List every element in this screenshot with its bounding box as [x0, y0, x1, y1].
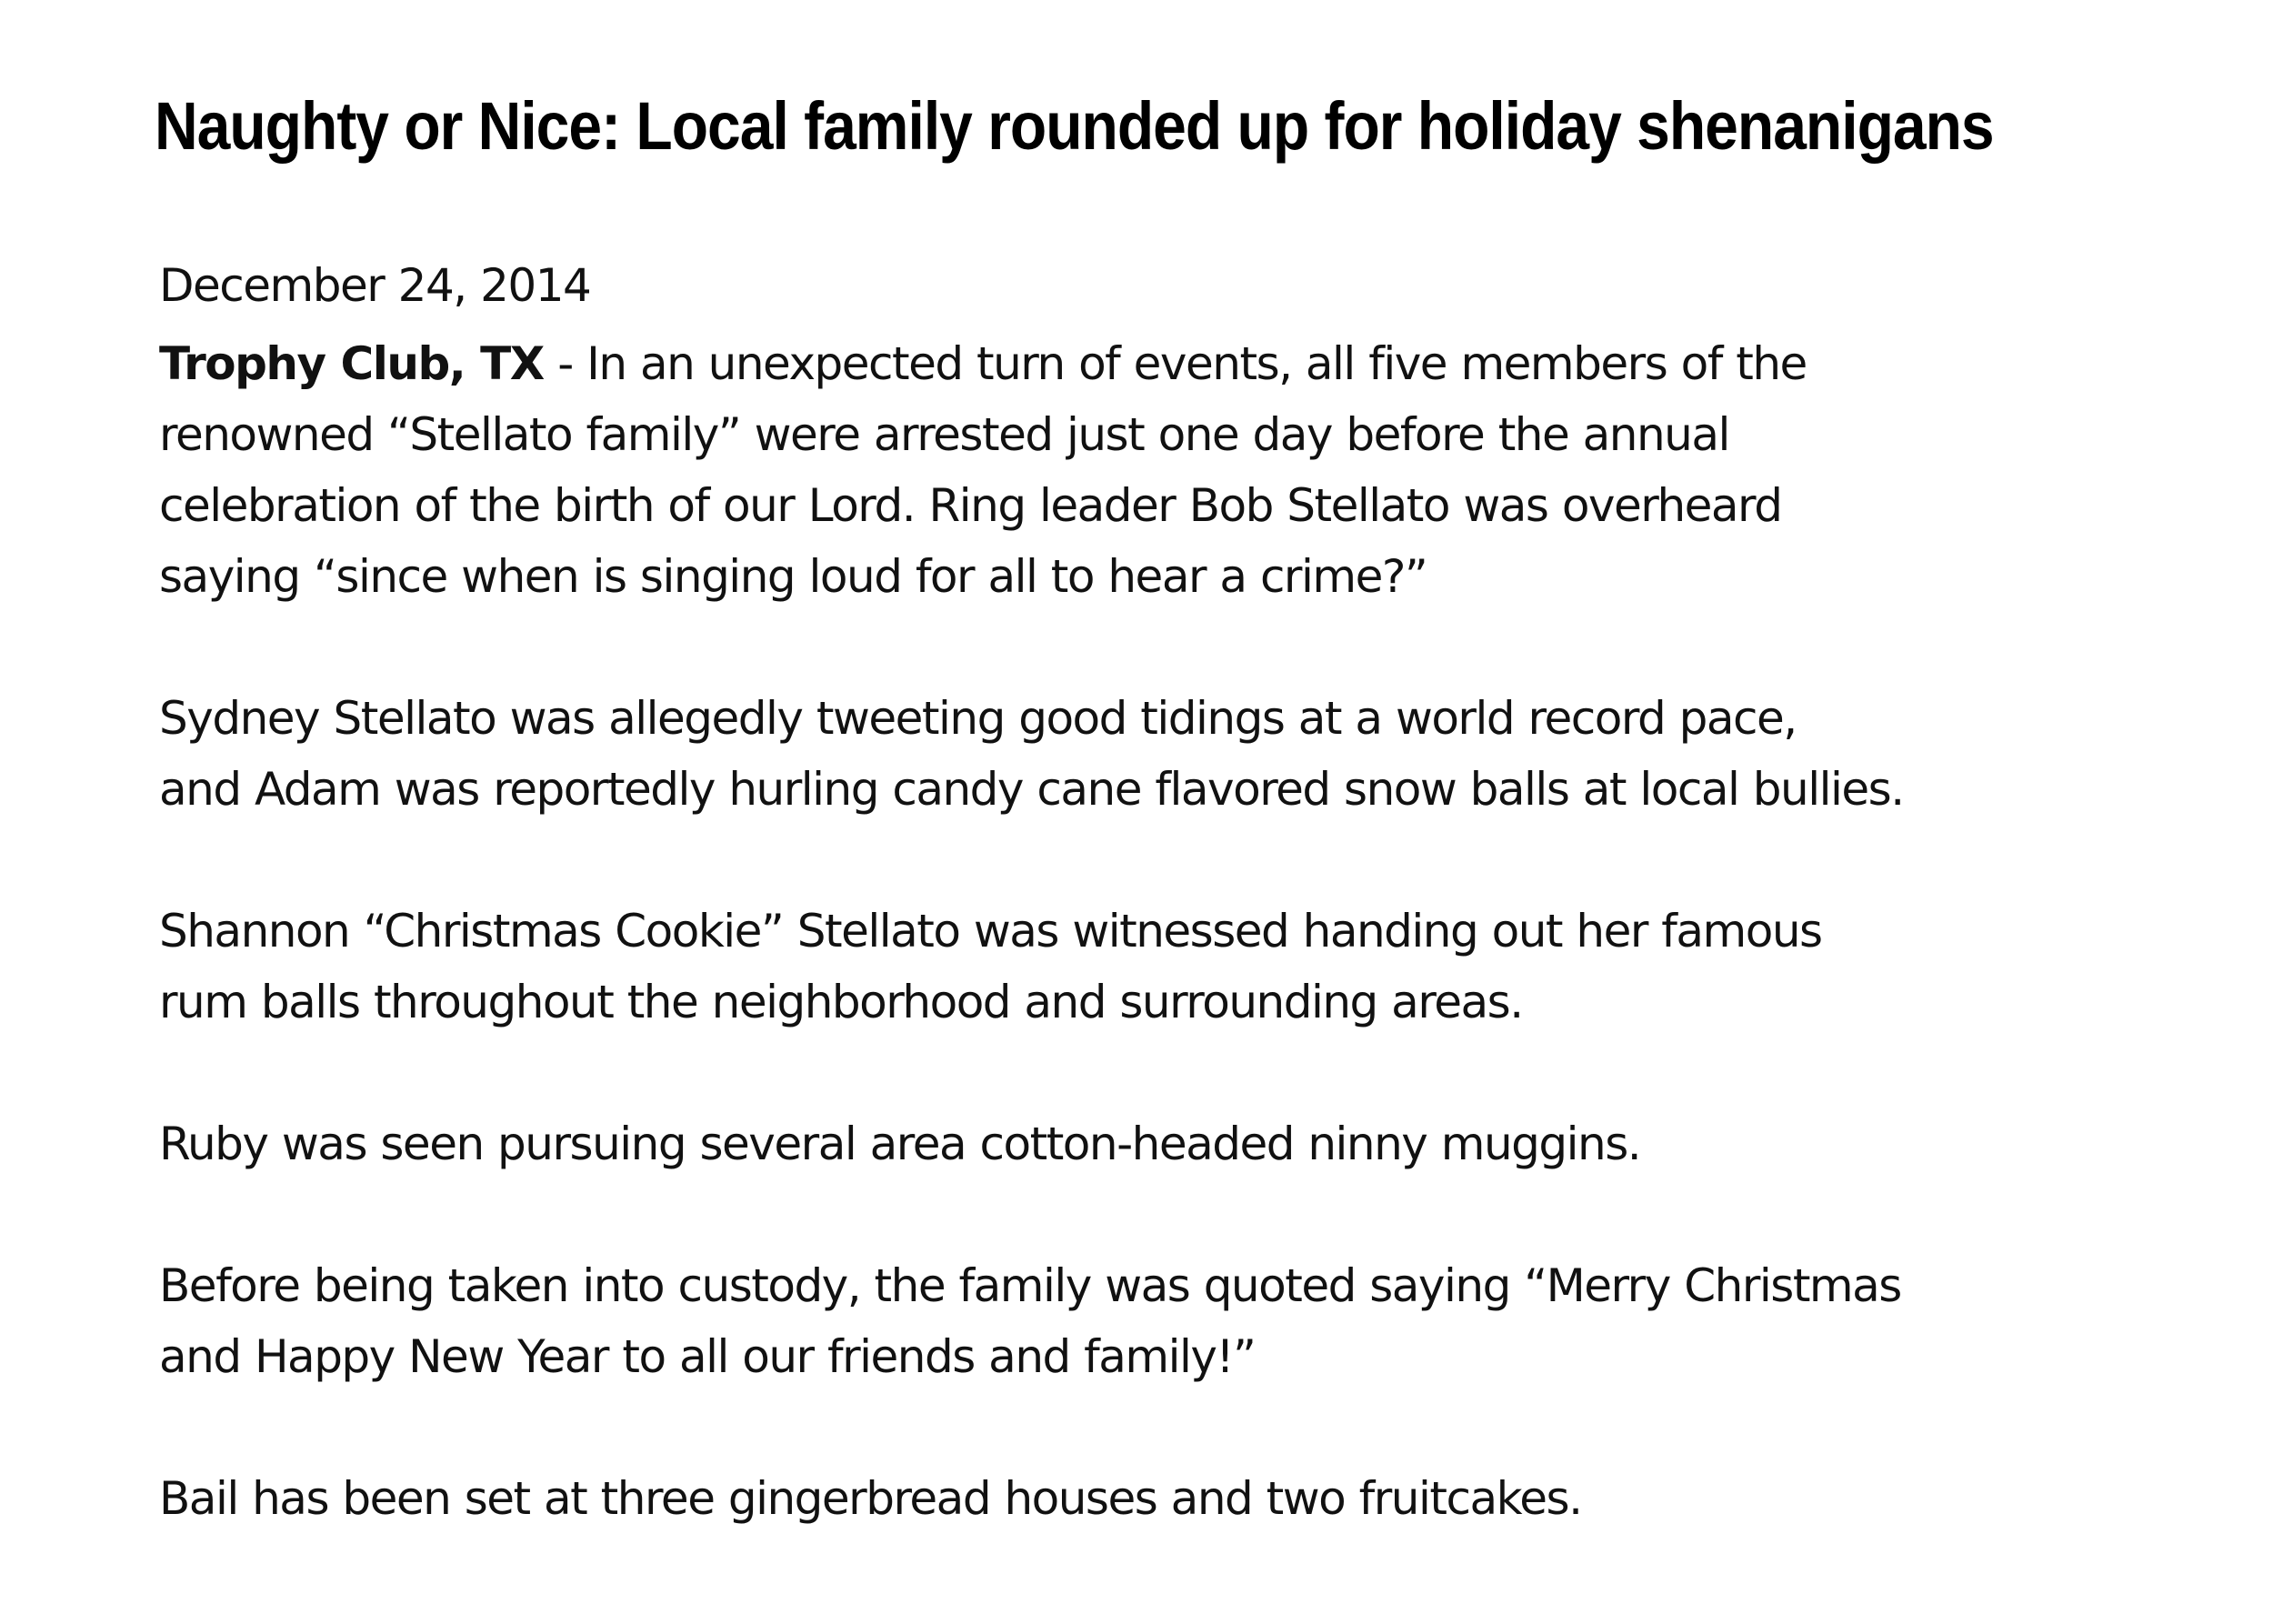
paragraph-line: Before being taken into custody, the family was quoted saying “Merry Christmas: [159, 1259, 1901, 1312]
paragraph-line: Bail has been set at three gingerbread houses and two fruitcakes.: [159, 1472, 1582, 1525]
paragraph-line: saying “since when is singing loud for all to hear a crime?”: [159, 550, 1427, 603]
paragraph-line: [159, 328, 2159, 399]
article-body: [159, 244, 2159, 1605]
paragraph-3: [159, 896, 2159, 1038]
paragraph-line: and Adam was reportedly hurling candy cane flavored snow balls at local bullies.: [159, 763, 1904, 816]
paragraph-line: renowned “Stellato family” were arrested just one day before the annual: [159, 408, 1729, 461]
paragraph-4: [159, 1108, 2159, 1179]
paragraph-line: rum balls throughout the neighborhood and surrounding areas.: [159, 976, 1523, 1028]
article-date: December 24, 2014: [159, 259, 591, 312]
location-dateline: Trophy Club, TX: [159, 337, 544, 390]
paragraph-line: and Happy New Year to all our friends and family!”: [159, 1330, 1256, 1383]
paragraph-line: Sydney Stellato was allegedly tweeting good tidings at a world record pace,: [159, 692, 1797, 745]
paragraph-line: Shannon “Christmas Cookie” Stellato was witnessed handing out her famous: [159, 905, 1822, 957]
paragraph-1: [159, 328, 2159, 612]
paragraph-line: Ruby was seen pursuing several area cotton-headed ninny muggins.: [159, 1118, 1641, 1170]
headline: Naughty or Nice: Local family rounded up for holiday shenanigans: [155, 87, 1994, 164]
paragraph-1-line-1-text: - In an unexpected turn of events, all five members of the: [543, 337, 1807, 390]
paragraph-2: [159, 683, 2159, 825]
paragraph-5: [159, 1250, 2159, 1392]
paragraph-line: celebration of the birth of our Lord. Ring leader Bob Stellato was overheard: [159, 479, 1782, 532]
paragraph-6: [159, 1463, 2159, 1534]
